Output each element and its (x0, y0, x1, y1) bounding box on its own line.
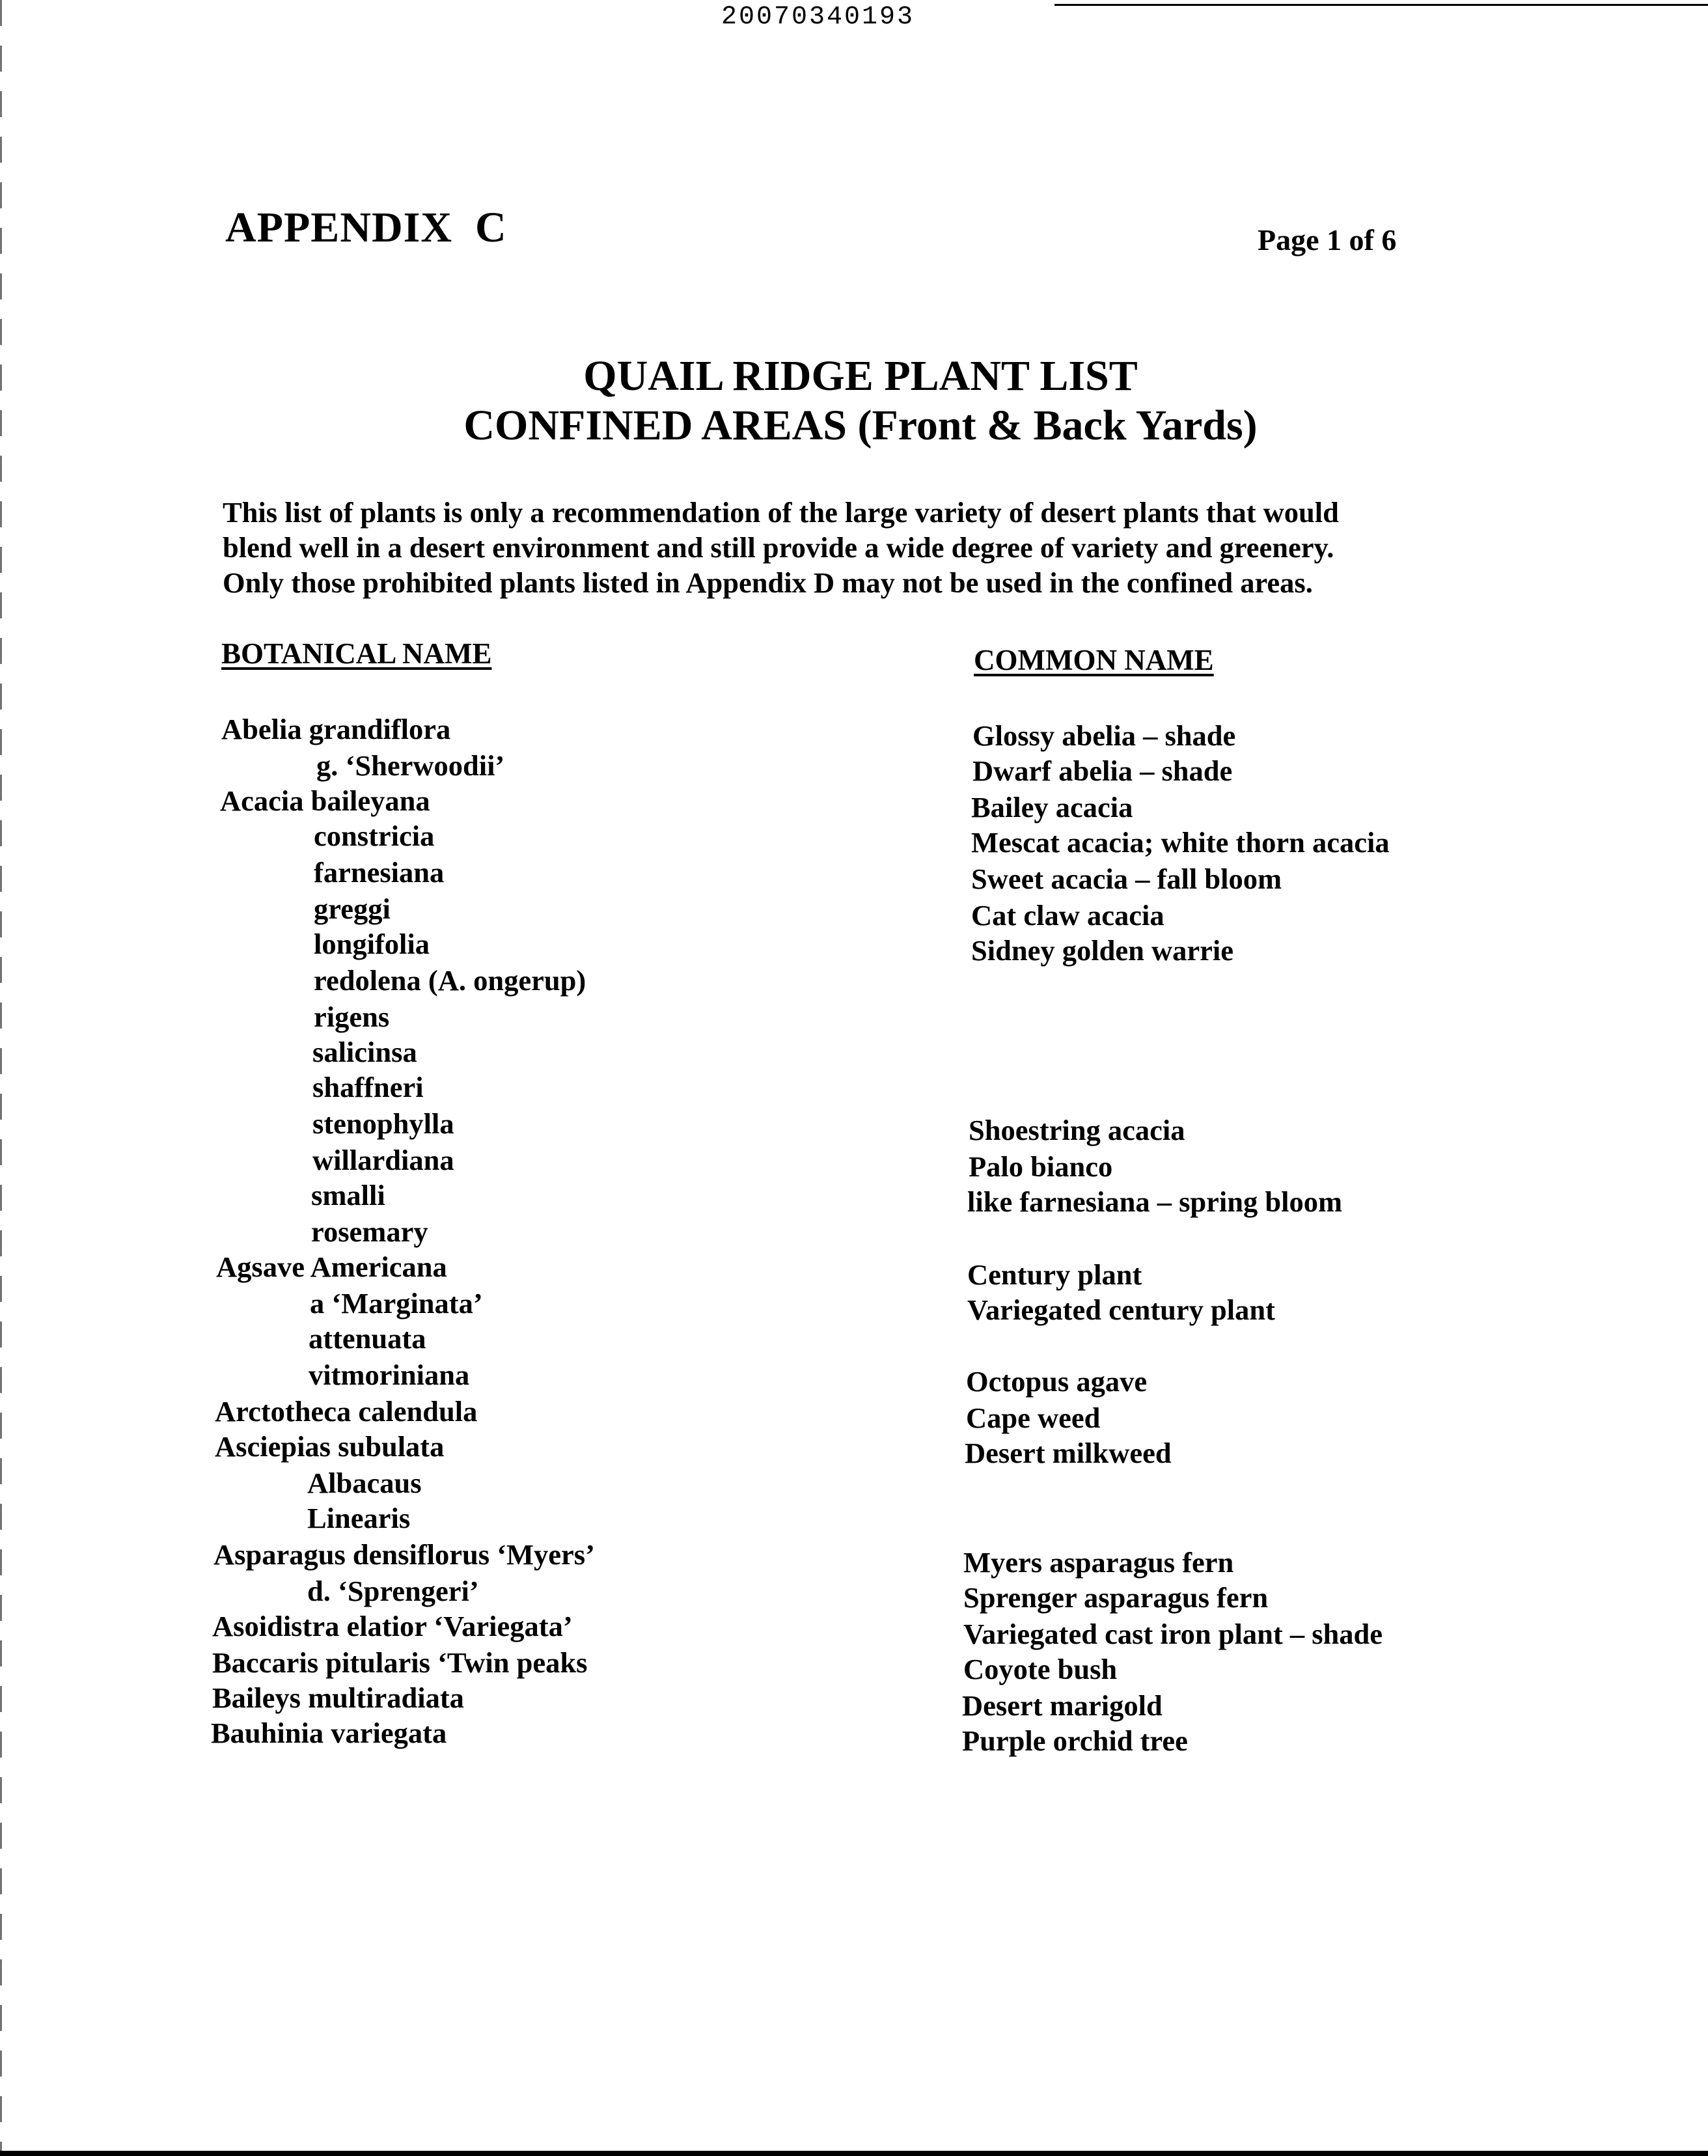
botanical-name: Albacaus (307, 1467, 422, 1499)
intro-line: Only those prohibited plants listed in Appendix D may not be used in the confined areas. (223, 566, 1313, 599)
botanical-name-header: BOTANICAL NAME (221, 637, 492, 670)
common-name: Palo bianco (969, 1150, 1113, 1183)
common-name: Glossy abelia – shade (972, 719, 1236, 752)
common-name: Cat claw acacia (971, 899, 1164, 932)
intro-paragraph (223, 495, 1479, 600)
botanical-name: redolena (A. ongerup) (314, 964, 586, 997)
document-title: QUAIL RIDGE PLANT LIST (583, 352, 1138, 400)
common-name: Variegated cast iron plant – shade (963, 1618, 1383, 1650)
botanical-name: rigens (314, 1001, 390, 1033)
botanical-name: Abelia grandiflora (221, 713, 451, 745)
botanical-name: stenophylla (312, 1107, 454, 1140)
botanical-name: Asoidistra elatior ‘Variegata’ (212, 1610, 573, 1642)
common-name: Variegated century plant (967, 1293, 1275, 1326)
botanical-name: Linearis (307, 1502, 411, 1534)
common-name: Coyote bush (963, 1653, 1118, 1685)
document-subtitle: CONFINED AREAS (Front & Back Yards) (463, 402, 1258, 449)
page-indicator: Page 1 of 6 (1258, 223, 1397, 256)
botanical-name: Asparagus densiflorus ‘Myers’ (214, 1538, 595, 1571)
common-name: Century plant (967, 1258, 1142, 1291)
common-name: Dwarf abelia – shade (972, 754, 1233, 787)
botanical-name: g. ‘Sherwoodii’ (316, 749, 505, 782)
intro-line: This list of plants is only a recommendation of the large variety of desert plants that would (223, 496, 1339, 529)
botanical-name: Arctotheca calendula (215, 1395, 478, 1428)
botanical-name: greggi (314, 892, 391, 925)
common-name: Desert milkweed (965, 1437, 1172, 1469)
common-name-header: COMMON NAME (974, 644, 1214, 676)
common-name: Myers asparagus fern (963, 1546, 1234, 1579)
botanical-name: Acacia baileyana (220, 784, 430, 817)
botanical-name: rosemary (311, 1215, 428, 1248)
common-name: Sprenger asparagus fern (963, 1581, 1269, 1614)
common-name: Bailey acacia (971, 791, 1133, 823)
common-name: Mescat acacia; white thorn acacia (971, 826, 1390, 859)
common-name: like farnesiana – spring bloom (967, 1185, 1343, 1218)
botanical-name: farnesiana (314, 856, 445, 889)
botanical-name: constricia (314, 820, 435, 852)
common-name: Shoestring acacia (969, 1114, 1185, 1146)
botanical-name: salicinsa (312, 1036, 417, 1068)
scan-edge-marks (0, 0, 2, 2156)
botanical-name: willardiana (312, 1144, 454, 1176)
botanical-name: Agsave Americana (216, 1251, 447, 1283)
botanical-name: a ‘Marginata’ (310, 1287, 483, 1320)
top-rule (1054, 4, 1708, 6)
document-number: 20070340193 (721, 3, 915, 32)
botanical-name: Baileys multiradiata (212, 1681, 464, 1714)
common-name: Purple orchid tree (962, 1724, 1188, 1757)
botanical-name: Asciepias subulata (215, 1430, 445, 1463)
botanical-name: d. ‘Sprengeri’ (307, 1575, 479, 1607)
intro-line: blend well in a desert environment and still provide a wide degree of variety and greenery. (223, 531, 1334, 564)
appendix-label: APPENDIX C (225, 204, 507, 251)
common-name: Desert marigold (962, 1689, 1163, 1722)
botanical-name: longifolia (314, 928, 430, 960)
botanical-name: Baccaris pitularis ‘Twin peaks (212, 1646, 588, 1679)
botanical-name: Bauhinia variegata (211, 1717, 447, 1749)
botanical-name: smalli (311, 1179, 385, 1211)
common-name: Cape weed (966, 1402, 1101, 1434)
botanical-name: shaffneri (312, 1071, 424, 1103)
botanical-name: attenuata (309, 1322, 426, 1355)
common-name: Sidney golden warrie (971, 934, 1233, 967)
bottom-rule (0, 2151, 1708, 2156)
common-name: Octopus agave (966, 1365, 1148, 1398)
botanical-name: vitmoriniana (309, 1359, 470, 1391)
common-name: Sweet acacia – fall bloom (971, 863, 1282, 895)
